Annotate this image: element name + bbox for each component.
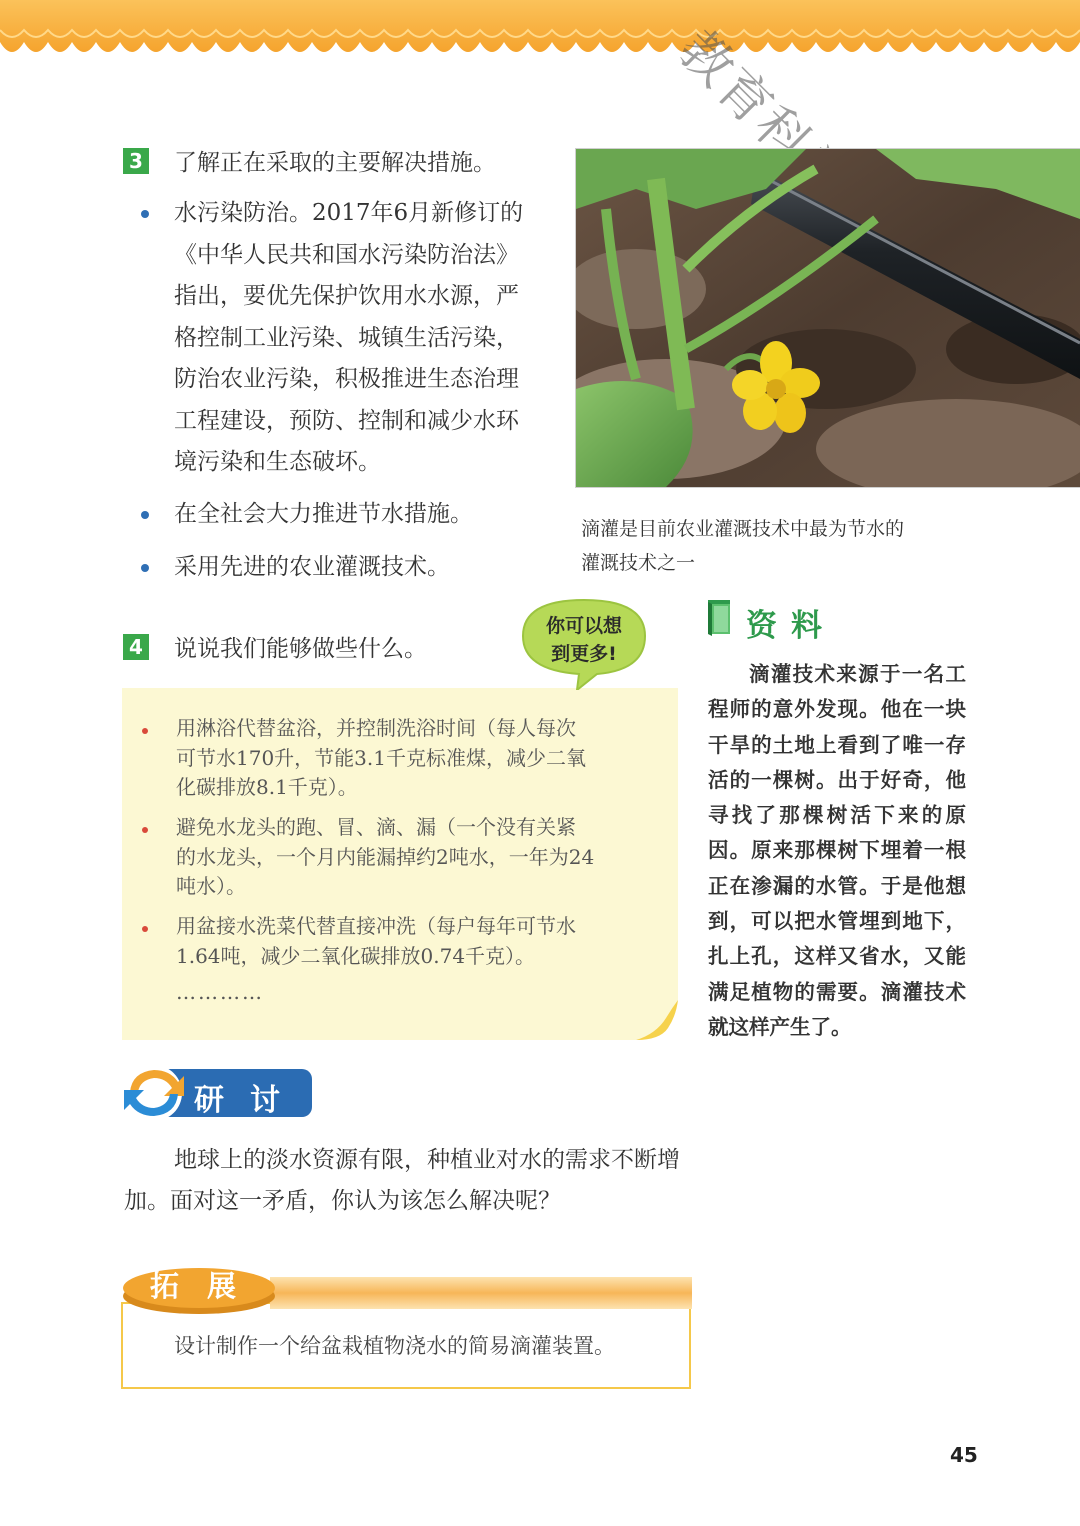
bullet-icon bbox=[142, 728, 148, 734]
bubble-line: 你可以想 bbox=[545, 615, 622, 637]
tip-line: 的水龙头，一个月内能漏掉约2吨水，一年为24 bbox=[176, 844, 595, 869]
tip-line: 用盆接水洗菜代替直接冲洗（每户每年可节水 bbox=[176, 914, 576, 938]
book-icon bbox=[706, 598, 734, 638]
page-curl-icon bbox=[626, 1000, 678, 1040]
tip-line: 可节水170升，节能3.1千克标准煤，减少二氧 bbox=[176, 745, 586, 770]
tip-item bbox=[176, 813, 656, 902]
info-paragraph: 滴灌技术来源于一名工程师的意外发现。他在一块干旱的土地上看到了唯一存活的一棵树。出于好奇，他寻找了那棵树活下来的原因。原来那棵树下埋着一根正在渗漏的水管。于是他想到，可以把水管埋到地下，扎上孔，这样又省水，又能满足植物的需要。滴灌技术就这样产生了。 bbox=[708, 662, 966, 1039]
bullet-item: 采用先进的农业灌溉技术。 bbox=[174, 554, 450, 580]
caption-line: 滴灌是目前农业灌溉技术中最为节水的 bbox=[581, 518, 905, 540]
drip-irrigation-photo bbox=[575, 148, 1080, 488]
ellipsis: ………… bbox=[176, 980, 264, 1004]
page-number: 45 bbox=[950, 1443, 978, 1467]
tip-line: 1.64吨，减少二氧化碳排放0.74千克）。 bbox=[176, 943, 536, 968]
section-heading: 说说我们能够做些什么。 bbox=[174, 636, 427, 662]
speech-bubble-text bbox=[520, 612, 648, 668]
tip-line: 吨水）。 bbox=[176, 874, 246, 898]
extension-text: 设计制作一个给盆栽植物浇水的简易滴灌装置。 bbox=[174, 1334, 615, 1358]
text-line: 指出，要优先保护饮用水水源，严 bbox=[174, 283, 519, 309]
section-number-badge: 4 bbox=[123, 634, 149, 660]
tips-box bbox=[122, 688, 678, 1040]
text-line: 水污染防治。2017年6月新修订的 bbox=[174, 200, 524, 226]
tip-item bbox=[176, 912, 656, 971]
extension-header-bar bbox=[270, 1277, 692, 1309]
discussion-title: 研讨 bbox=[194, 1083, 306, 1118]
caption-line: 灌溉技术之一 bbox=[581, 552, 696, 574]
bullet-item bbox=[174, 193, 564, 484]
bubble-line: 到更多! bbox=[551, 643, 617, 665]
text-line: 格控制工业污染、城镇生活污染， bbox=[174, 324, 519, 351]
text-line: 《中华人民共和国水污染防治法》 bbox=[174, 241, 519, 268]
tip-item bbox=[176, 714, 656, 803]
bullet-icon bbox=[142, 827, 148, 833]
bullet-icon bbox=[141, 564, 149, 572]
tip-line: 化碳排放8.1千克）。 bbox=[176, 775, 358, 799]
extension-title: 拓展 bbox=[150, 1269, 265, 1303]
text-line: 工程建设，预防、控制和减少水环 bbox=[174, 407, 519, 434]
bullet-icon bbox=[142, 926, 148, 932]
info-title: 资料 bbox=[746, 608, 836, 644]
top-wave-banner bbox=[0, 0, 1080, 70]
text-line: 防治农业污染，积极推进生态治理 bbox=[174, 366, 519, 392]
text-line: 境污染和生态破坏。 bbox=[174, 449, 381, 475]
refresh-arrows-icon bbox=[120, 1062, 188, 1124]
tip-line: 用淋浴代替盆浴，并控制洗浴时间（每人每次 bbox=[176, 716, 576, 740]
section-number-badge: 3 bbox=[123, 148, 149, 174]
bullet-icon bbox=[141, 511, 149, 519]
photo-caption bbox=[581, 512, 981, 580]
section-heading: 了解正在采取的主要解决措施。 bbox=[174, 150, 496, 176]
tip-line: 避免水龙头的跑、冒、滴、漏（一个没有关紧 bbox=[176, 815, 576, 839]
bullet-item: 在全社会大力推进节水措施。 bbox=[174, 501, 473, 527]
discussion-paragraph: 地球上的淡水资源有限，种植业对水的需求不断增加。面对这一矛盾，你认为该怎么解决呢？ bbox=[124, 1147, 680, 1214]
bullet-icon bbox=[141, 210, 149, 218]
